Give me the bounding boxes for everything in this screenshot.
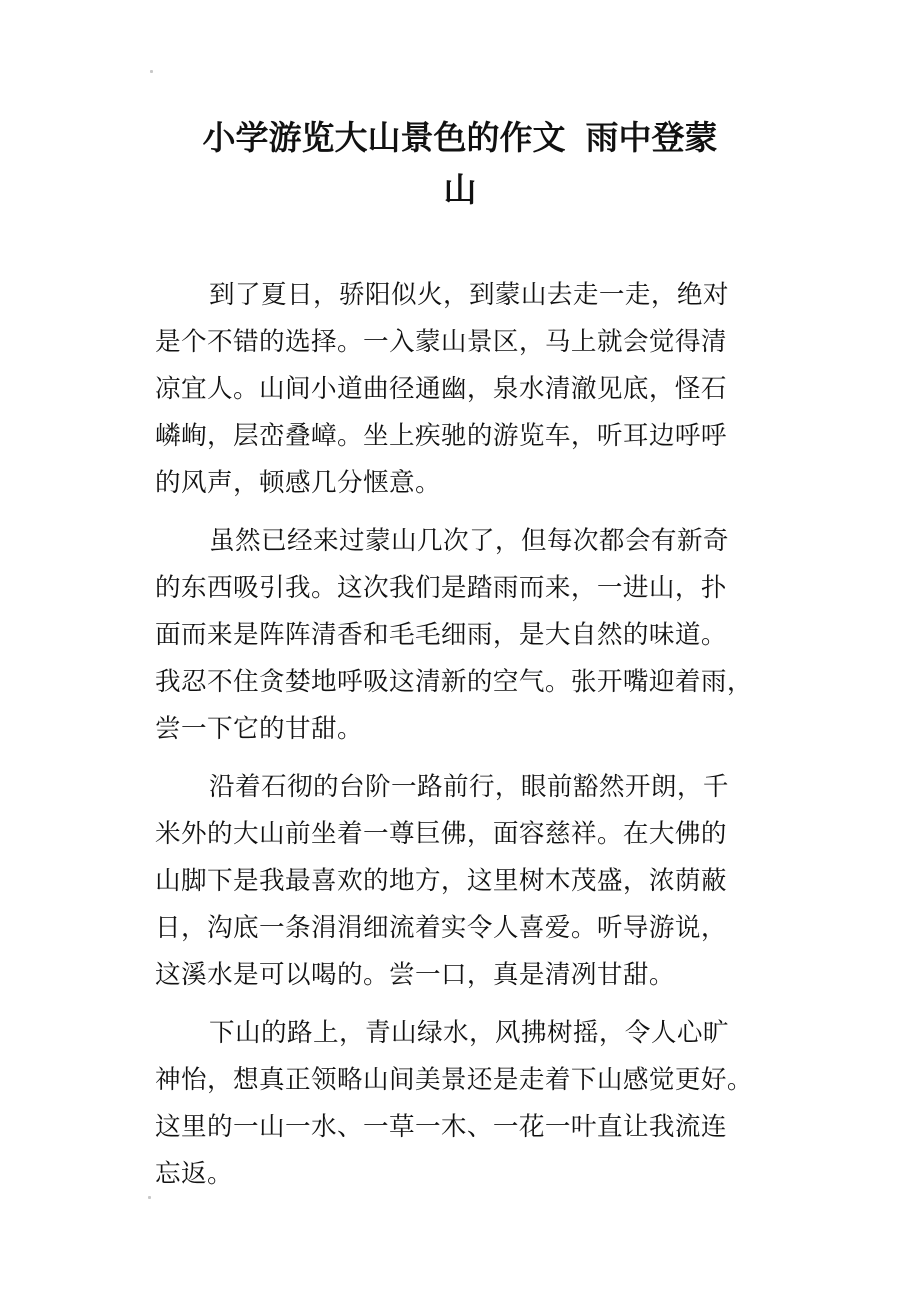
text-line: 下山的路上，青山绿水，风拂树摇，令人心旷 [209, 1018, 729, 1048]
title-line-2: 山 [443, 170, 477, 209]
paragraph-1 [155, 272, 775, 507]
text-line: 日，沟底一条涓涓细流着实令人喜爱。听导游说， [155, 913, 727, 943]
text-line: 沿着石彻的台阶一路前行，眼前豁然开朗，千 [209, 772, 729, 802]
text-line: 凉宜人。山间小道曲径通幽，泉水清澈见底，怪石 [155, 374, 727, 404]
title-main: 小学游览大山景色的作文 [202, 118, 566, 157]
text-line: 的风声，顿感几分惬意。 [155, 468, 441, 498]
article-body [155, 272, 775, 1209]
text-line: 尝一下它的甘甜。 [155, 714, 363, 744]
text-line: 虽然已经来过蒙山几次了，但每次都会有新奇 [209, 526, 729, 556]
scan-speck-top [150, 70, 153, 73]
text-line: 神怡，想真正领略山间美景还是走着下山感觉更好。 [155, 1065, 753, 1095]
paragraph-4 [155, 1010, 775, 1198]
text-line: 忘返。 [155, 1159, 233, 1189]
title-line-1 [140, 112, 780, 164]
text-line: 山脚下是我最喜欢的地方，这里树木茂盛，浓荫蔽 [155, 866, 727, 896]
text-line: 到了夏日，骄阳似火，到蒙山去走一走，绝对 [209, 280, 729, 310]
text-line: 的东西吸引我。这次我们是踏雨而来，一进山，扑 [155, 573, 727, 603]
text-line: 这里的一山一水、一草一木、一花一叶直让我流连 [155, 1112, 727, 1142]
paragraph-2 [155, 518, 775, 753]
document-title [140, 112, 780, 216]
paragraph-3 [155, 764, 775, 999]
text-line: 是个不错的选择。一入蒙山景区，马上就会觉得清 [155, 327, 727, 357]
title-sub-start: 雨中登蒙 [585, 118, 718, 157]
text-line: 米外的大山前坐着一尊巨佛，面容慈祥。在大佛的 [155, 819, 727, 849]
scan-speck-bottom [148, 1196, 151, 1199]
text-line: 嶙峋，层峦叠嶂。坐上疾驰的游览车，听耳边呼呼 [155, 421, 727, 451]
text-line: 面而来是阵阵清香和毛毛细雨，是大自然的味道。 [155, 620, 727, 650]
text-line: 我忍不住贪婪地呼吸这清新的空气。张开嘴迎着雨， [155, 667, 753, 697]
text-line: 这溪水是可以喝的。尝一口，真是清冽甘甜。 [155, 960, 675, 990]
